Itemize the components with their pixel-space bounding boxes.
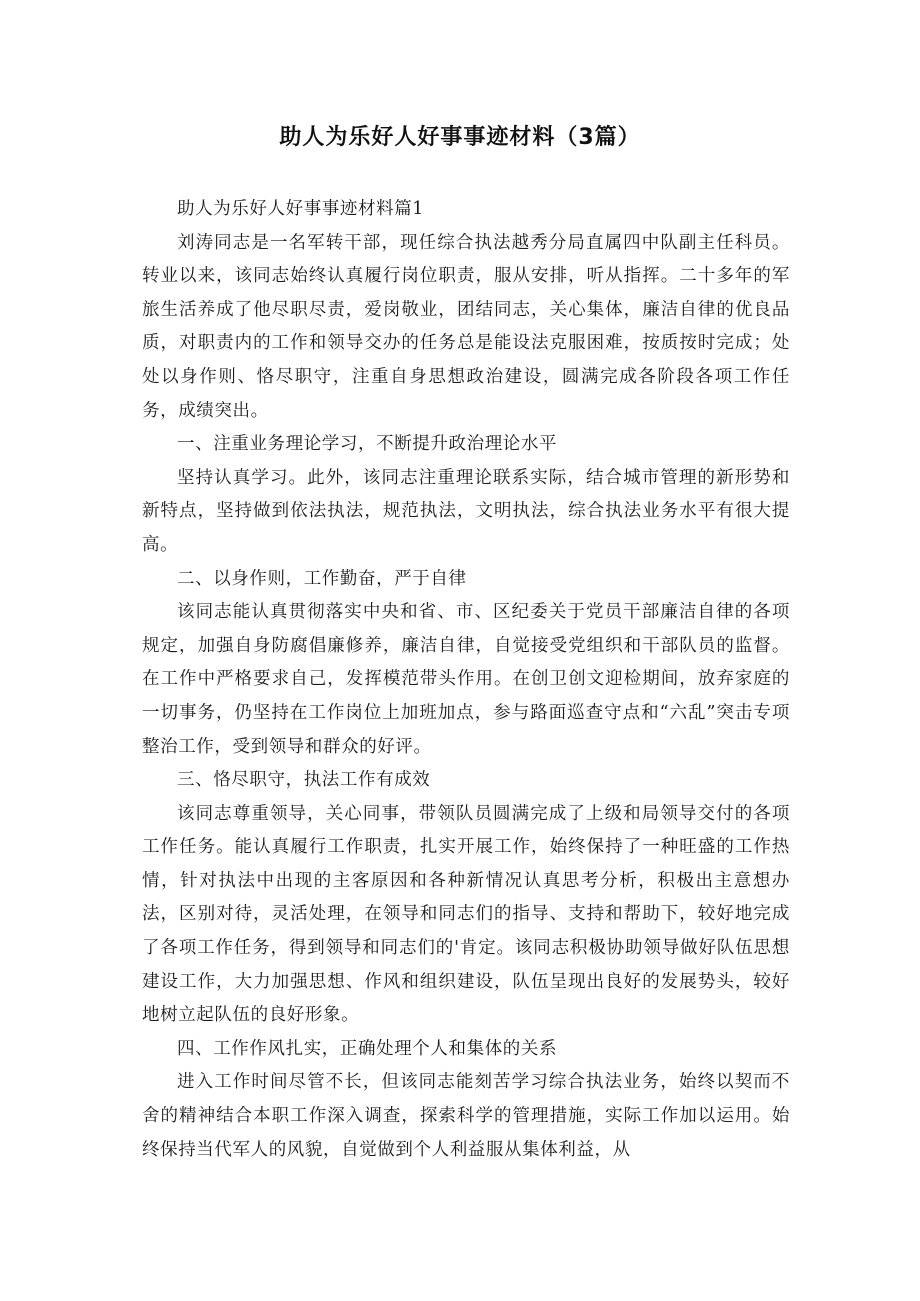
section-heading: 二、以身作则，工作勤奋，严于自律 — [177, 568, 467, 589]
body-paragraph: 坚持认真学习。此外，该同志注重理论联系实际，结合城市管理的新形势和新特点，坚持做到依法执法，规范执法，文明执法，综合执法业务水平有很大提高。 — [142, 467, 790, 555]
section-heading: 一、注重业务理论学习，不断提升政治理论水平 — [177, 434, 558, 455]
document-title: 助人为乐好人好事事迹材料（3篇） — [279, 125, 641, 150]
section-heading: 助人为乐好人好事事迹材料篇1 — [177, 199, 425, 219]
document-body — [142, 193, 790, 1167]
body-paragraph: 进入工作时间尽管不长，但该同志能刻苦学习综合执法业务，始终以契而不舍的精神结合本职工作深入调查，探索科学的管理措施，实际工作加以运用。始终保持当代军人的风貌，自觉做到个人利益服从集体利益，从 — [142, 1072, 790, 1160]
body-paragraph: 该同志尊重领导，关心同事，带领队员圆满完成了上级和局领导交付的各项工作任务。能认真履行工作职责，扎实开展工作，始终保持了一种旺盛的工作热情，针对执法中出现的主客原因和各种新情况认真思考分析，积极出主意想办法，区别对待，灵活处理，在领导和同志们的指导、支持和帮助下，较好地完成了各项工作任务，得到领导和同志们的'肯定。该同志积极协助领导做好队伍思想建设工作，大力加强思想、作风和组织建设，队伍呈现出良好的发展势头，较好地树立起队伍的良好形象。 — [142, 803, 790, 1026]
section-heading: 四、工作作风扎实，正确处理个人和集体的关系 — [177, 1038, 558, 1059]
body-paragraph: 刘涛同志是一名军转干部，现任综合执法越秀分局直属四中队副主任科员。转业以来，该同志始终认真履行岗位职责，服从安排，听从指挥。二十多年的军旅生活养成了他尽职尽责，爱岗敬业，团结同志，关心集体，廉洁自律的优良品质，对职责内的工作和领导交办的任务总是能设法克服困难，按质按时完成；处处以身作则、恪尽职守，注重自身思想政治建设，圆满完成各阶段各项工作任务，成绩突出。 — [142, 232, 790, 421]
section-heading: 三、恪尽职守，执法工作有成效 — [177, 770, 431, 791]
body-paragraph: 该同志能认真贯彻落实中央和省、市、区纪委关于党员干部廉洁自律的各项规定，加强自身防腐倡廉修养，廉洁自律，自觉接受党组织和干部队员的监督。在工作中严格要求自己，发挥模范带头作用。在创卫创文迎检期间，放弃家庭的一切事务，仍坚持在工作岗位上加班加点，参与路面巡查守点和“六乱”突击专项整治工作，受到领导和群众的好评。 — [142, 602, 790, 757]
